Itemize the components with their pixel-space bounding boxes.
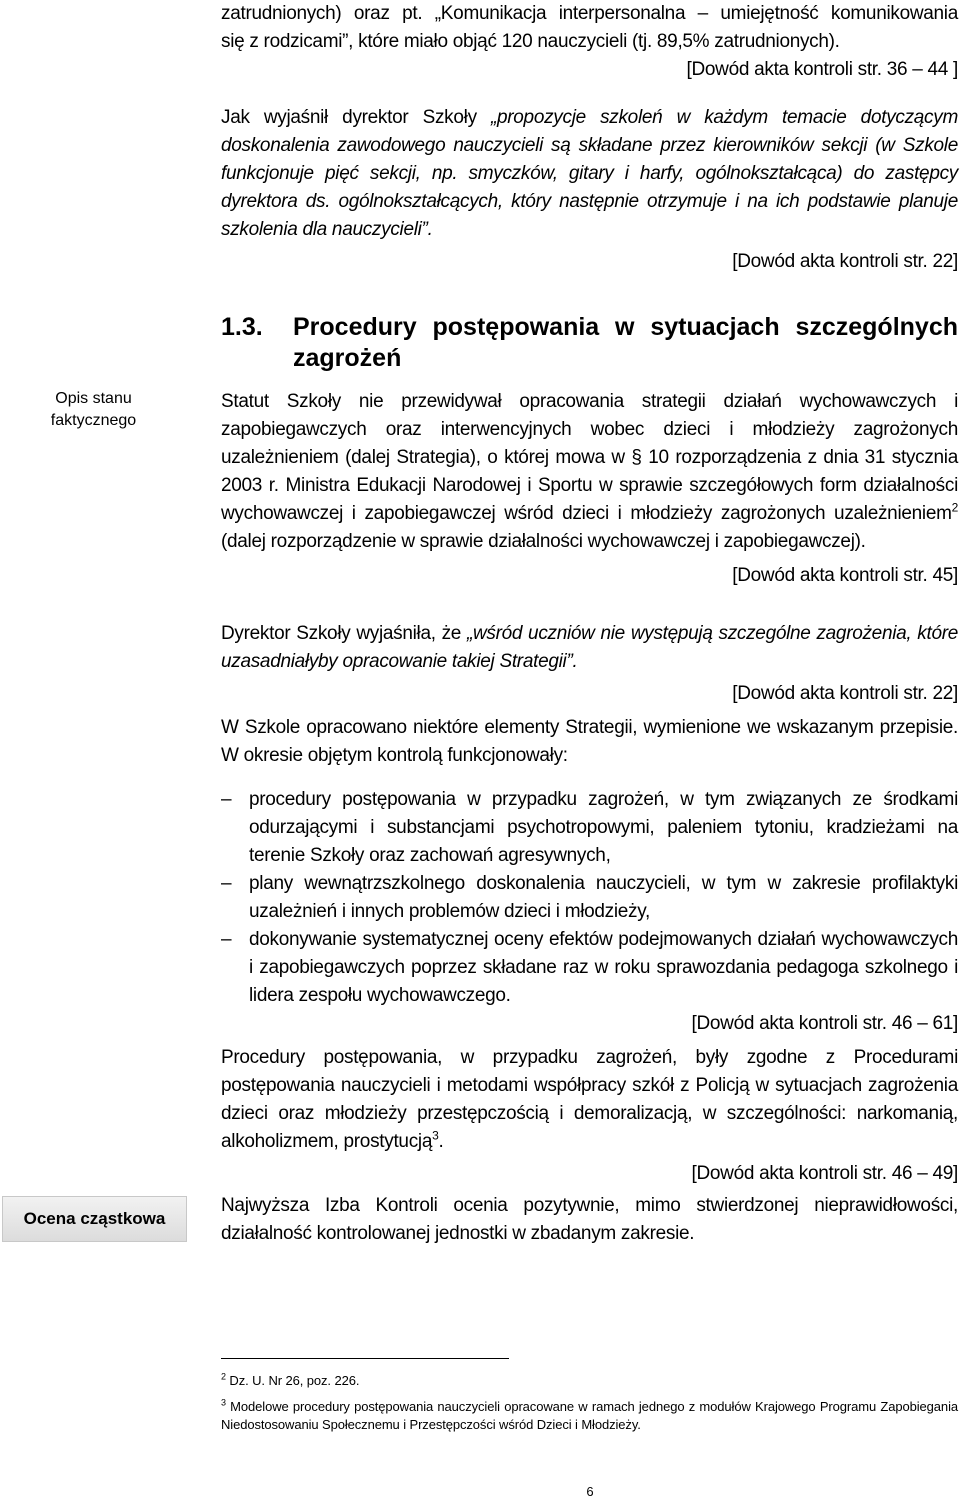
list-item: – dokonywanie systematycznej oceny efektów podejmowanych działań wychowawczych i zapobiegawczych poprzez składane raz w roku sprawozdania pedagoga szkolnego i lidera zespołu wychowawczego. [221, 926, 958, 1010]
strategy-elements [221, 714, 958, 1038]
list-item: – plany wewnątrzszkolnego doskonalenia nauczycieli, w tym w zakresie profilaktyki uzależnień i innych problemów dzieci i młodzieży, [221, 870, 958, 926]
list-item: – procedury postępowania w przypadku zagrożeń, w tym związanych ze środkami odurzającymi i substancjami psychotropowymi, paleniem tytoniu, kradzieżami na terenie Szkoły oraz zachowań agresywnych, [221, 786, 958, 870]
director-statement-quote: „wśród uczniów nie występują szczególne zagrożenia, które uzasadniałyby opracowanie takiej Strategii”. [221, 623, 959, 672]
statute-paragraph [221, 388, 958, 590]
section-number: 1.3. [221, 313, 263, 341]
director-statement [221, 620, 958, 708]
evidence-reference: [Dowód akta kontroli str. 22] [732, 683, 958, 704]
evidence-reference: [Dowód akta kontroli str. 36 – 44 ] [686, 59, 958, 80]
footnote-separator [221, 1358, 509, 1359]
section-title-line-2: zagrożeń [293, 344, 402, 372]
top-line-1: zatrudnionych) oraz pt. „Komunikacja interpersonalna – umiejętność komunikowania [221, 3, 958, 24]
footnote-number: 2 [221, 1371, 226, 1382]
statute-text: Statut Szkoły nie przewidywał opracowania strategii działań wychowawczych i zapobiegawczych oraz interwencyjnych wobec dzieci i młodzieży zagrożonych uzależnieniem (dalej Strategia), o której mowa w § 10 rozporządzenia z dnia 31 stycznia 2003 r. Ministra Edukacji Narodowej i Sportu w sprawie szczegółowych form działalności wychowawczej i zapobiegawczej wśród dzieci i młodzieży zagrożonych uzależnieniem$^2$ (dalej rozporządzenie w sprawie działalności wychowawczej i zapobiegawczej). [221, 391, 958, 552]
strategy-intro: W Szkole opracowano niektóre elementy Strategii, wymienione we wskazanym przepisie. W okresie objętym kontrolą funkcjonowały: [221, 717, 958, 766]
margin-label-opis-line-2: faktycznego [50, 412, 137, 429]
strategy-list [221, 786, 958, 1010]
page-number: 6 [586, 1484, 594, 1499]
footnote: $^2$ Dz. U. Nr 26, poz. 226. [221, 1371, 360, 1388]
assessment-paragraph [221, 1192, 958, 1248]
section-title-line-1: Procedury postępowania w sytuacjach szczególnych [293, 313, 958, 341]
dash-bullet: – [221, 789, 232, 810]
evidence-reference: [Dowód akta kontroli str. 22] [732, 251, 958, 272]
top-line-2: się z rodzicami”, które miało objąć 120 nauczycieli (tj. 89,5% zatrudnionych). [221, 31, 840, 52]
evidence-reference: [Dowód akta kontroli str. 46 – 61] [691, 1013, 958, 1034]
footnote-marker: 2 [951, 500, 958, 515]
procedures-paragraph [221, 1044, 958, 1188]
director-explanation [221, 104, 958, 276]
footnote: $^3$ Modelowe procedury postępowania nauczycieli opracowane w ramach jednego z modułów Krajowego Programu Zapobiegania Niedostosowaniu Społecznemu i Przestępczości wśród Dzieci i Młodzieży. [221, 1397, 958, 1432]
director-statement-text: Dyrektor Szkoły wyjaśniła, że „wśród uczniów nie występują szczególne zagrożenia, które uzasadniałyby opracowanie takiej Strategii”. [221, 623, 959, 672]
director-quote: „propozycje szkoleń w każdym temacie dotyczącym doskonalenia zawodowego nauczycieli są składane przez kierowników sekcji (w Szkole funkcjonuje pięć sekcji, np. smyczków, gitary i harfy, ogólnokształcąca) do zastępcy dyrektora ds. ogólnokształcących, który następnie otrzymuje i na ich podstawie planuje szkolenia dla nauczycieli”. [221, 107, 958, 240]
top-paragraph [221, 0, 958, 84]
director-explanation-text: Jak wyjaśnił dyrektor Szkoły „propozycje szkoleń w każdym temacie dotyczącym doskonalenia zawodowego nauczycieli są składane przez kierowników sekcji (w Szkole funkcjonuje pięć sekcji, np. smyczków, gitary i harfy, ogólnokształcąca) do zastępcy dyrektora ds. ogólnokształcących, który następnie otrzymuje i na ich podstawie planuje szkolenia dla nauczycieli”. [221, 107, 958, 240]
footnote-marker: 3 [432, 1128, 439, 1143]
evidence-reference: [Dowód akta kontroli str. 45] [732, 565, 958, 586]
footnote-number: 3 [221, 1397, 226, 1408]
assessment-text: Najwyższa Izba Kontroli ocenia pozytywnie, mimo stwierdzonej nieprawidłowości, działalność kontrolowanej jednostki w zbadanym zakresie. [221, 1195, 958, 1244]
dash-bullet: – [221, 873, 232, 894]
margin-label-opis [2, 388, 185, 432]
margin-label-ocena: Ocena cząstkowa [2, 1196, 187, 1242]
procedures-text: Procedury postępowania, w przypadku zagrożeń, były zgodne z Procedurami postępowania nauczycieli i metodami współpracy szkół z Policją w sytuacjach zagrożenia dzieci oraz młodzieży przestępczością i demoralizacją, w szczególności: narkomanią, alkoholizmem, prostytucją$^3$. [221, 1047, 958, 1152]
dash-bullet: – [221, 929, 232, 950]
evidence-reference: [Dowód akta kontroli str. 46 – 49] [691, 1163, 958, 1184]
margin-label-opis-line-1: Opis stanu [55, 390, 132, 407]
